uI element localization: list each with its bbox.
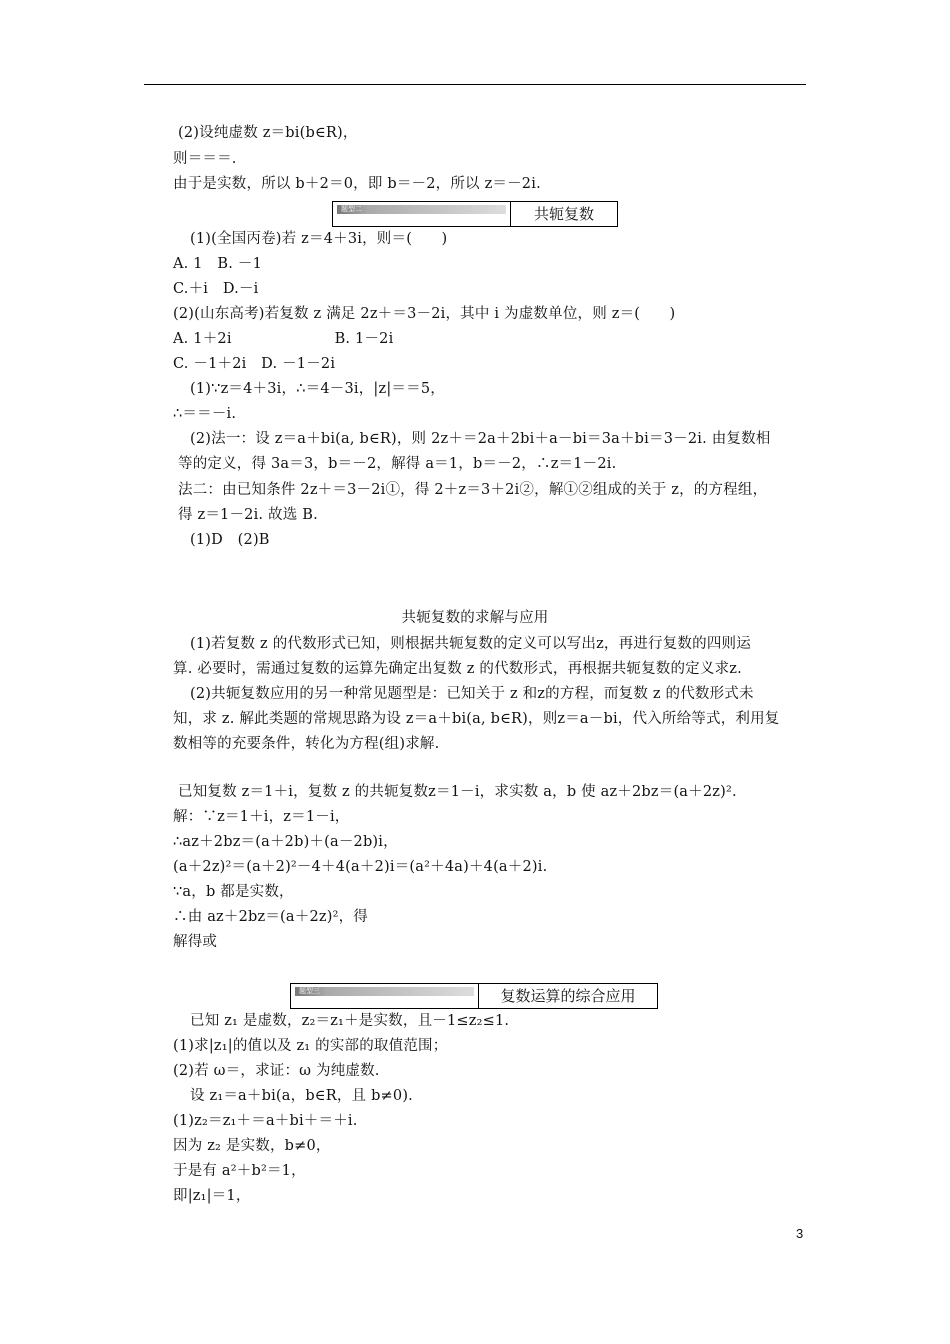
text-line: 等的定义，得 3a＝3，b＝－2，解得 a＝1，b＝－2，∴z＝1－2i. [178,456,617,472]
text-line: (1)求|z₁|的值以及 z₁ 的实部的取值范围； [173,1038,448,1054]
page-number: 3 [796,1226,804,1241]
text-line: 即|z₁|＝1， [173,1188,251,1204]
text-line: 由于是实数，所以 b＋2＝0，即 b＝－2，所以 z＝－2i. [173,176,541,192]
text-line: ∴由 az＋2bz＝(a＋2z)²，得 [173,909,368,925]
text-line: 已知 z₁ 是虚数，z₂＝z₁＋是实数，且－1≤z₂≤1. [190,1013,510,1029]
text-line: (a＋2z)²＝(a＋2)²－4＋4(a＋2)i＝(a²＋4a)＋4(a＋2)i. [173,859,548,875]
text-line: 算. 必要时，需通过复数的运算先确定出复数 z 的代数形式，再根据共轭复数的定义求z. [173,661,742,677]
text-line: 于是有 a²＋b²＝1， [173,1163,306,1179]
text-line: 得 z＝1－2i. 故选 B. [178,507,318,523]
section-tag [291,984,479,1008]
text-line: (1)若复数 z 的代数形式已知，则根据共轭复数的定义可以写出z，再进行复数的四则运 [190,636,751,652]
text-line: ∴az＋2bz＝(a＋2b)＋(a－2b)i， [173,834,398,850]
text-line: C. －1＋2i D. －1－2i [173,356,336,372]
text-line: (2)(山东高考)若复数 z 满足 2z＋＝3－2i，其中 i 为虚数单位，则 z＝( ) [173,306,676,322]
section-title: 共轭复数的求解与应用 [401,610,549,626]
text-line: A. 1＋2i B. 1－2i [173,331,394,347]
header-rule [144,84,806,85]
text-line: A. 1 B. －1 [173,256,263,272]
text-line: 知，求 z. 解此类题的常规思路为设 z＝a＋bi(a, b∈R)，则z＝a－bi，代入所给等式，利用复 [173,711,780,727]
text-line: (1)z₂＝z₁＋＝a＋bi＋＝＋i. [173,1113,358,1129]
text-line: 解：∵z＝1＋i，z＝1－i， [173,809,350,825]
section-tag-label: 题型三 [295,987,474,996]
text-line: 数相等的充要条件，转化为方程(组)求解. [173,736,440,752]
section-tag-label: 题型二 [337,205,506,214]
text-line: ∵a，b 都是实数， [173,884,294,900]
text-line: C.＋i D.－i [173,281,259,297]
text-line: (2)若 ω＝，求证：ω 为纯虚数. [173,1063,380,1079]
text-line: (2)法一：设 z＝a＋bi(a, b∈R)，则 2z＋＝2a＋2bi＋a－bi＝3a＋bi＝3－2i. 由复数相 [190,431,771,447]
text-line: 解得或 [173,934,218,950]
section-header-title: 共轭复数 [533,205,594,223]
text-line: 则＝＝＝. [173,151,237,167]
text-line: (1)∵z＝4＋3i，∴＝4－3i，|z|＝＝5， [190,381,445,397]
section-header-box [332,201,618,227]
text-line: 因为 z₂ 是实数，b≠0， [173,1138,331,1154]
text-line: 已知复数 z＝1＋i，复数 z 的共轭复数z＝1－i，求实数 a，b 使 az＋2bz＝(a＋2z)². [178,784,737,800]
section-tag [333,202,511,226]
text-line: (1)(全国丙卷)若 z＝4＋3i，则＝( ) [190,231,448,247]
text-line: (2)设纯虚数 z＝bi(b∈R)， [178,125,358,141]
section-header-box [290,983,658,1009]
text-line: 法二：由已知条件 2z＋＝3－2i①，得 2＋z＝3＋2i②，解①②组成的关于 z，的方程组， [178,482,768,498]
text-line: ∴＝＝－i. [173,406,237,422]
text-line: (2)共轭复数应用的另一种常见题型是：已知关于 z 和z的方程，而复数 z 的代数形式未 [190,686,754,702]
section-header-title: 复数运算的综合应用 [500,987,636,1005]
text-line: (1)D (2)B [190,532,270,548]
text-line: 设 z₁＝a＋bi(a，b∈R，且 b≠0). [190,1088,413,1104]
